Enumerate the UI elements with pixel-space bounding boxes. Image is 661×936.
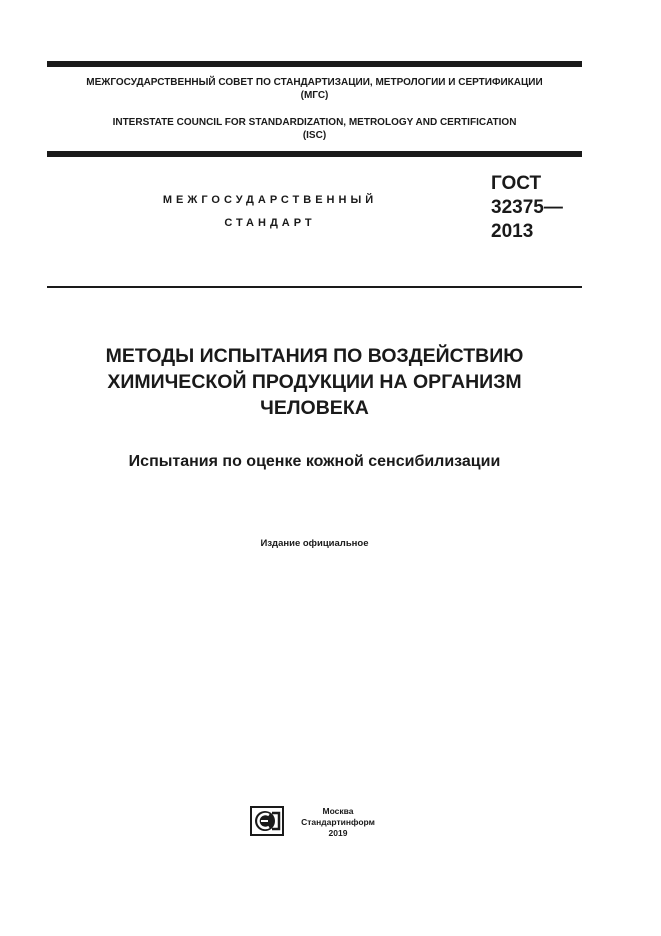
standartinform-logo-icon [250,806,284,836]
publisher-city: Москва [322,806,354,816]
document-subtitle: Испытания по оценке кожной сенсибилизации [128,453,501,470]
council-divider [47,151,582,157]
standard-type [110,189,430,235]
publisher-name: Стандартинформ [301,817,375,827]
gost-number: 32375— [491,197,563,218]
council-ru [47,76,582,102]
document-title [47,343,582,421]
gost-designation [491,172,563,244]
publisher-info [296,806,380,839]
standard-type-line1: МЕЖГОСУДАРСТВЕННЫЙ [162,194,378,206]
gost-label: ГОСТ [491,173,542,194]
gost-year: 2013 [491,221,534,242]
council-en-abbr: (ISC) [302,130,327,141]
council-en [47,116,582,142]
council-en-name: INTERSTATE COUNCIL FOR STANDARDIZATION, METROLOGY AND CERTIFICATION [112,117,517,128]
edition-note: Издание официальное [260,538,369,549]
title-line-2: ХИМИЧЕСКОЙ ПРОДУКЦИИ НА ОРГАНИЗМ [107,371,522,393]
publisher-year: 2019 [328,828,348,838]
title-line-1: МЕТОДЫ ИСПЫТАНИЯ ПО ВОЗДЕЙСТВИЮ [105,345,524,367]
council-ru-name: МЕЖГОСУДАРСТВЕННЫЙ СОВЕТ ПО СТАНДАРТИЗАЦИИ, МЕТРОЛОГИИ И СЕРТИФИКАЦИИ [86,77,543,88]
title-line-3: ЧЕЛОВЕКА [260,397,369,419]
top-divider [47,61,582,67]
header-divider [47,286,582,288]
council-ru-abbr: (МГС) [300,90,329,101]
standard-type-line2: СТАНДАРТ [224,217,316,229]
